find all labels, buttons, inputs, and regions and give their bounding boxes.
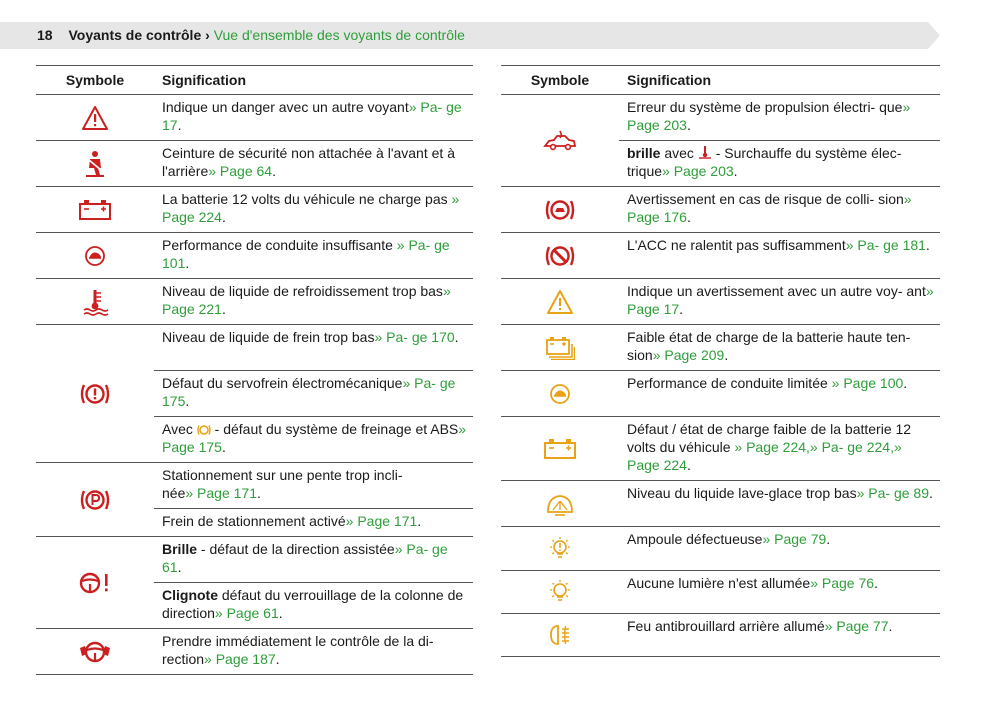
- page-link[interactable]: » Page 17: [627, 283, 934, 317]
- symbol-cell: [36, 187, 154, 233]
- page-link[interactable]: » Page 203: [627, 99, 911, 133]
- table-row: [501, 233, 940, 279]
- page-link[interactable]: » Page 79: [762, 531, 827, 547]
- table-row: [36, 95, 473, 141]
- meaning-cell: L'ACC ne ralentit pas suffisamment» Pa- ge 181.: [619, 233, 940, 279]
- meaning-cell: Erreur du système de propulsion électri- que» Page 203.: [619, 95, 940, 141]
- table-row: [36, 233, 473, 279]
- meaning-cell: Feu antibrouillard arrière allumé» Page 77.: [619, 614, 940, 657]
- table-row: [501, 95, 940, 141]
- meaning-cell: Ceinture de sécurité non attachée à l'avant et à l'arrière» Page 64.: [154, 141, 473, 187]
- page-number: 18: [37, 27, 53, 43]
- meaning-cell: Avec - défaut du système de freinage et ABS» Page 175.: [154, 417, 473, 463]
- symbol-cell: [36, 325, 154, 463]
- seatbelt-icon: [83, 150, 107, 178]
- page-link[interactable]: » Page 64: [208, 163, 273, 179]
- parking-brake-icon: [79, 487, 111, 513]
- page-link[interactable]: » Page 221: [162, 283, 451, 317]
- warning-triangle-yellow-icon: [546, 289, 574, 315]
- section-title[interactable]: Vue d'ensemble des voyants de contrôle: [213, 27, 465, 43]
- abs-yellow-icon: [197, 424, 211, 436]
- acc-brake-icon: [544, 243, 576, 269]
- meaning-cell: Aucune lumière n'est allumée» Page 76.: [619, 571, 940, 614]
- meaning-cell: Indique un danger avec un autre voyant» Pa- ge 17.: [154, 95, 473, 141]
- page-link[interactable]: » Pa- ge 61: [162, 541, 448, 575]
- page-link[interactable]: » Pa- ge 17: [162, 99, 462, 133]
- right-symbol-table: [501, 65, 940, 657]
- meaning-cell: Niveau de liquide de frein trop bas» Pa- ge 170.: [154, 325, 473, 371]
- meaning-cell: Ampoule défectueuse» Page 79.: [619, 527, 940, 571]
- symbol-cell: [501, 571, 619, 614]
- battery-yellow-icon: [543, 438, 577, 460]
- turtle-red-icon: [84, 245, 106, 267]
- light-off-icon: [546, 579, 574, 605]
- table-row: [501, 527, 940, 571]
- hands-on-wheel-icon: [78, 640, 112, 664]
- symbol-cell: [36, 95, 154, 141]
- table-row: [36, 141, 473, 187]
- page-link[interactable]: » Page 176: [627, 191, 912, 225]
- meaning-cell: Défaut / état de charge faible de la batterie 12 volts du véhicule » Page 224,» Pa- ge 224,» Page 224.: [619, 417, 940, 481]
- table-row: [501, 279, 940, 325]
- page-link[interactable]: » Page 175: [162, 421, 467, 455]
- col-meaning: Signification: [619, 66, 940, 95]
- hv-battery-icon: [545, 336, 575, 360]
- symbol-cell: [501, 527, 619, 571]
- meaning-cell: Brille - défaut de la direction assistée» Pa- ge 61.: [154, 537, 473, 583]
- symbol-cell: [501, 187, 619, 233]
- table-row: [501, 371, 940, 417]
- meaning-cell: Avertissement en cas de risque de colli- sion» Page 176.: [619, 187, 940, 233]
- meaning-cell: Prendre immédiatement le contrôle de la di- rection» Page 187.: [154, 629, 473, 675]
- meaning-cell: Niveau du liquide lave-glace trop bas» Pa- ge 89.: [619, 481, 940, 527]
- meaning-cell: Défaut du servofrein électromécanique» Pa- ge 175.: [154, 371, 473, 417]
- col-symbol: Symbole: [36, 66, 154, 95]
- page-link[interactable]: » Pa- ge 89: [856, 485, 929, 501]
- table-header: [501, 66, 940, 95]
- washer-fluid-icon: [545, 492, 575, 516]
- table-row: [36, 629, 473, 675]
- meaning-cell: Frein de stationnement activé» Page 171.: [154, 509, 473, 537]
- bulb-fault-icon: [546, 536, 574, 562]
- steering-fault-icon: [78, 571, 112, 595]
- page-header: [37, 27, 465, 44]
- symbol-cell: [36, 463, 154, 537]
- warning-triangle-red-icon: [81, 105, 109, 131]
- table-row: [501, 571, 940, 614]
- table-row: [501, 187, 940, 233]
- brake-warning-icon: [79, 381, 111, 407]
- page-link[interactable]: » Page 76: [810, 575, 875, 591]
- meaning-cell: Niveau de liquide de refroidissement trop bas» Page 221.: [154, 279, 473, 325]
- page-link[interactable]: » Page 61: [214, 605, 279, 621]
- page-link[interactable]: » Page 100: [831, 375, 904, 391]
- col-meaning: Signification: [154, 66, 473, 95]
- table-row: [501, 417, 940, 481]
- table-row: [36, 537, 473, 583]
- coolant-icon: [81, 288, 109, 316]
- symbol-cell: [36, 279, 154, 325]
- meaning-cell: Stationnement sur une pente trop incli- née» Page 171.: [154, 463, 473, 509]
- symbol-cell: [501, 279, 619, 325]
- table-header: [36, 66, 473, 95]
- car-fault-red-icon: [543, 130, 577, 152]
- symbol-cell: [501, 233, 619, 279]
- table-row: [501, 325, 940, 371]
- page-link[interactable]: » Pa- ge 101: [162, 237, 450, 271]
- page-link[interactable]: » Pa- ge 170: [374, 329, 455, 345]
- page-link[interactable]: » Pa- ge 181: [845, 237, 926, 253]
- col-symbol: Symbole: [501, 66, 619, 95]
- page-link[interactable]: » Page 187: [204, 651, 276, 667]
- table-row: [501, 614, 940, 657]
- turtle-yellow-icon: [549, 383, 571, 405]
- table-row: [36, 279, 473, 325]
- meaning-cell: Clignote défaut du verrouillage de la colonne de direction» Page 61.: [154, 583, 473, 629]
- symbol-cell: [36, 629, 154, 675]
- temperature-red-icon: [698, 146, 712, 160]
- page-link[interactable]: » Page 224,» Pa- ge 224,» Page 224: [627, 439, 902, 473]
- battery-red-icon: [78, 199, 112, 221]
- meaning-cell: Performance de conduite limitée » Page 100.: [619, 371, 940, 417]
- symbol-cell: [501, 417, 619, 481]
- symbol-cell: [501, 481, 619, 527]
- symbol-cell: [36, 233, 154, 279]
- symbol-cell: [501, 614, 619, 657]
- page-link[interactable]: » Page 171: [185, 485, 257, 501]
- symbol-cell: [501, 325, 619, 371]
- table-row: [501, 481, 940, 527]
- left-symbol-table: [36, 65, 473, 675]
- page-link[interactable]: » Page 171: [345, 513, 418, 529]
- page-link[interactable]: » Page 224: [162, 191, 460, 225]
- rear-fog-icon: [548, 623, 572, 647]
- page-link[interactable]: » Pa- ge 175: [162, 375, 456, 409]
- table-row: [36, 187, 473, 233]
- symbol-cell: [36, 141, 154, 187]
- table-row: [36, 463, 473, 509]
- meaning-cell: Performance de conduite insuffisante » Pa- ge 101.: [154, 233, 473, 279]
- page-link[interactable]: » Page 77: [824, 618, 889, 634]
- meaning-cell: brille avec - Surchauffe du système élec- trique» Page 203.: [619, 141, 940, 187]
- meaning-cell: Faible état de charge de la batterie haute ten- sion» Page 209.: [619, 325, 940, 371]
- symbol-cell: [501, 95, 619, 187]
- table-row: [36, 325, 473, 371]
- page-link[interactable]: » Page 209: [652, 347, 725, 363]
- meaning-cell: La batterie 12 volts du véhicule ne charge pas » Page 224.: [154, 187, 473, 233]
- symbol-cell: [36, 537, 154, 629]
- page-link[interactable]: » Page 203: [662, 163, 734, 179]
- chapter-title: Voyants de contrôle ›: [68, 27, 210, 43]
- collision-warning-icon: [544, 197, 576, 223]
- meaning-cell: Indique un avertissement avec un autre voy- ant» Page 17.: [619, 279, 940, 325]
- symbol-cell: [501, 371, 619, 417]
